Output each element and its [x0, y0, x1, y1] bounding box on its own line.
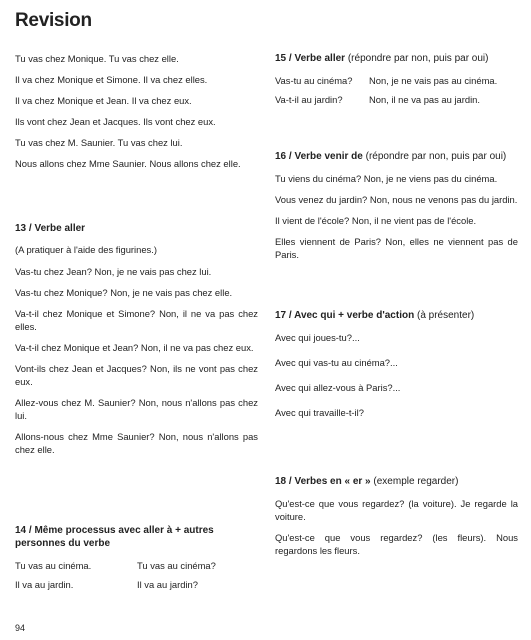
- section-15-heading: 15 / Verbe aller (répondre par non, puis par oui): [275, 53, 489, 64]
- section-18-heading: 18 / Verbes en « er » (exemple regarder): [275, 476, 459, 487]
- page-number: 94: [15, 623, 26, 633]
- intro-line: Il va chez Monique et Simone. Il va chez elles.: [15, 74, 208, 85]
- intro-line: Tu vas chez M. Saunier. Tu vas chez lui.: [15, 137, 183, 148]
- intro-line: Tu vas chez Monique. Tu vas chez elle.: [15, 53, 179, 64]
- section-18-line: Qu'est-ce que vous regardez? (les fleurs). Nous regardons les fleurs.: [275, 532, 518, 556]
- section-14-row: [15, 578, 258, 591]
- section-13-heading: 13 / Verbe aller: [15, 223, 86, 234]
- section-14-statement: Tu vas au cinéma.: [15, 560, 92, 571]
- section-17-heading: 17 / Avec qui + verbe d'action (à présenter): [275, 310, 475, 321]
- section-14-row: [15, 559, 258, 572]
- section-13-line: Vas-tu chez Jean? Non, je ne vais pas chez lui.: [15, 266, 212, 277]
- section-17-line: Avec qui travaille-t-il?: [275, 407, 364, 418]
- section-15-answer: Non, je ne vais pas au cinéma.: [369, 75, 498, 86]
- left-column: [15, 52, 258, 597]
- section-14-question: Tu vas au cinéma?: [137, 560, 216, 571]
- section-13-line: Va-t-il chez Monique et Simone? Non, il ne va pas chez elles.: [15, 308, 258, 332]
- section-16-line: Tu viens du cinéma? Non, je ne viens pas du cinéma.: [275, 173, 498, 184]
- intro-line: Il va chez Monique et Jean. Il va chez eux.: [15, 95, 192, 106]
- section-14-statement: Il va au jardin.: [15, 579, 74, 590]
- section-13-line: Vont-ils chez Jean et Jacques? Non, ils ne vont pas chez eux.: [15, 363, 258, 387]
- section-17-line: Avec qui allez-vous à Paris?...: [275, 382, 401, 393]
- section-13-line: Allez-vous chez M. Saunier? Non, nous n'allons pas chez lui.: [15, 397, 258, 421]
- section-17-line: Avec qui vas-tu au cinéma?...: [275, 357, 398, 368]
- section-15-answer: Non, il ne va pas au jardin.: [369, 94, 481, 105]
- section-14-question: Il va au jardin?: [137, 579, 198, 590]
- section-13-line: Va-t-il chez Monique et Jean? Non, il ne va pas chez eux.: [15, 342, 254, 353]
- section-13-note: (A pratiquer à l'aide des figurines.): [15, 244, 157, 255]
- section-15-question: Vas-tu au cinéma?: [275, 75, 353, 86]
- section-18-line: Qu'est-ce que vous regardez? (la voiture). Je regarde la voiture.: [275, 498, 518, 522]
- intro-line: Nous allons chez Mme Saunier. Nous allons chez elle.: [15, 158, 241, 169]
- section-15-question: Va-t-il au jardin?: [275, 94, 343, 105]
- section-13-line: Vas-tu chez Monique? Non, je ne vais pas chez elle.: [15, 287, 233, 298]
- section-14-heading: 14 / Même processus avec aller à + autres personnes du verbe: [15, 525, 214, 549]
- section-15-row: [275, 93, 518, 106]
- section-17-line: Avec qui joues-tu?...: [275, 332, 360, 343]
- section-16-line: Vous venez du jardin? Non, nous ne venons pas du jardin.: [275, 194, 518, 205]
- section-16-line: Il vient de l'école? Non, il ne vient pas de l'école.: [275, 215, 477, 226]
- intro-line: Ils vont chez Jean et Jacques. Ils vont chez eux.: [15, 116, 216, 127]
- page-title: Revision: [15, 10, 92, 31]
- section-16-heading: 16 / Verbe venir de (répondre par non, puis par oui): [275, 151, 507, 162]
- section-16-line: Elles viennent de Paris? Non, elles ne viennent pas de Paris.: [275, 236, 518, 260]
- section-13-line: Allons-nous chez Mme Saunier? Non, nous n'allons pas chez elle.: [15, 431, 258, 455]
- section-15-row: [275, 74, 518, 87]
- right-column: [275, 52, 518, 565]
